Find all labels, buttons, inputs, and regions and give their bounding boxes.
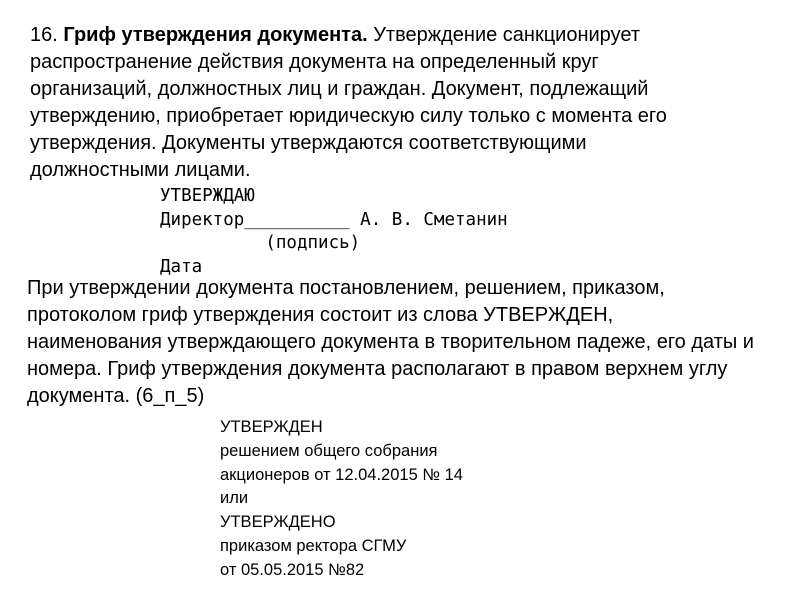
section-number: 16. <box>30 24 58 46</box>
intro-line-1-text: Утверждение санкционирует <box>373 24 640 46</box>
approval-stamp-example-2 <box>220 416 463 583</box>
rules-line-4: номера. Гриф утверждения документа располагают в правом верхнем углу <box>27 358 728 380</box>
stamp1-date-label: Дата <box>160 256 203 277</box>
stamp2-rector-order: приказом ректора СГМУ <box>220 536 407 555</box>
rules-line-5: документа. (6_п_5) <box>27 385 205 407</box>
stamp2-approved-neuter-word: УТВЕРЖДЕНО <box>220 513 336 532</box>
section-heading: Гриф утверждения документа. <box>63 24 368 46</box>
stamp2-decision-line: решением общего собрания <box>220 441 438 460</box>
intro-paragraph <box>30 22 770 184</box>
stamp2-shareholders-date: акционеров от 12.04.2015 № 14 <box>220 465 463 484</box>
intro-line-1 <box>30 22 770 49</box>
intro-line-5: утверждения. Документы утверждаются соответствующими <box>30 132 587 154</box>
stamp1-signature-caption: (подпись) <box>160 233 361 253</box>
stamp1-approve-word: УТВЕРЖДАЮ <box>160 186 255 206</box>
rules-line-3: наименования утверждающего документа в творительном падеже, его даты и <box>27 331 754 353</box>
intro-line-4: утверждению, приобретает юридическую силу только с момента его <box>30 105 667 127</box>
rules-line-1: При утверждении документа постановлением, решением, приказом, <box>27 277 665 299</box>
stamp2-order-date: от 05.05.2015 №82 <box>220 560 365 579</box>
stamp1-director-signature: Директор__________ А. В. Сметанин <box>160 209 508 230</box>
rules-paragraph <box>27 275 800 410</box>
stamp2-approved-word: УТВЕРЖДЕН <box>220 418 323 436</box>
approval-stamp-example-1 <box>160 185 508 279</box>
intro-line-2: распространение действия документа на определенный круг <box>30 51 599 73</box>
intro-line-3: организаций, должностных лиц и граждан. Документ, подлежащий <box>30 78 649 100</box>
rules-line-2: протоколом гриф утверждения состоит из слова УТВЕРЖДЕН, <box>27 304 614 326</box>
stamp2-or-separator: или <box>220 489 249 508</box>
intro-line-6: должностными лицами. <box>30 159 251 181</box>
